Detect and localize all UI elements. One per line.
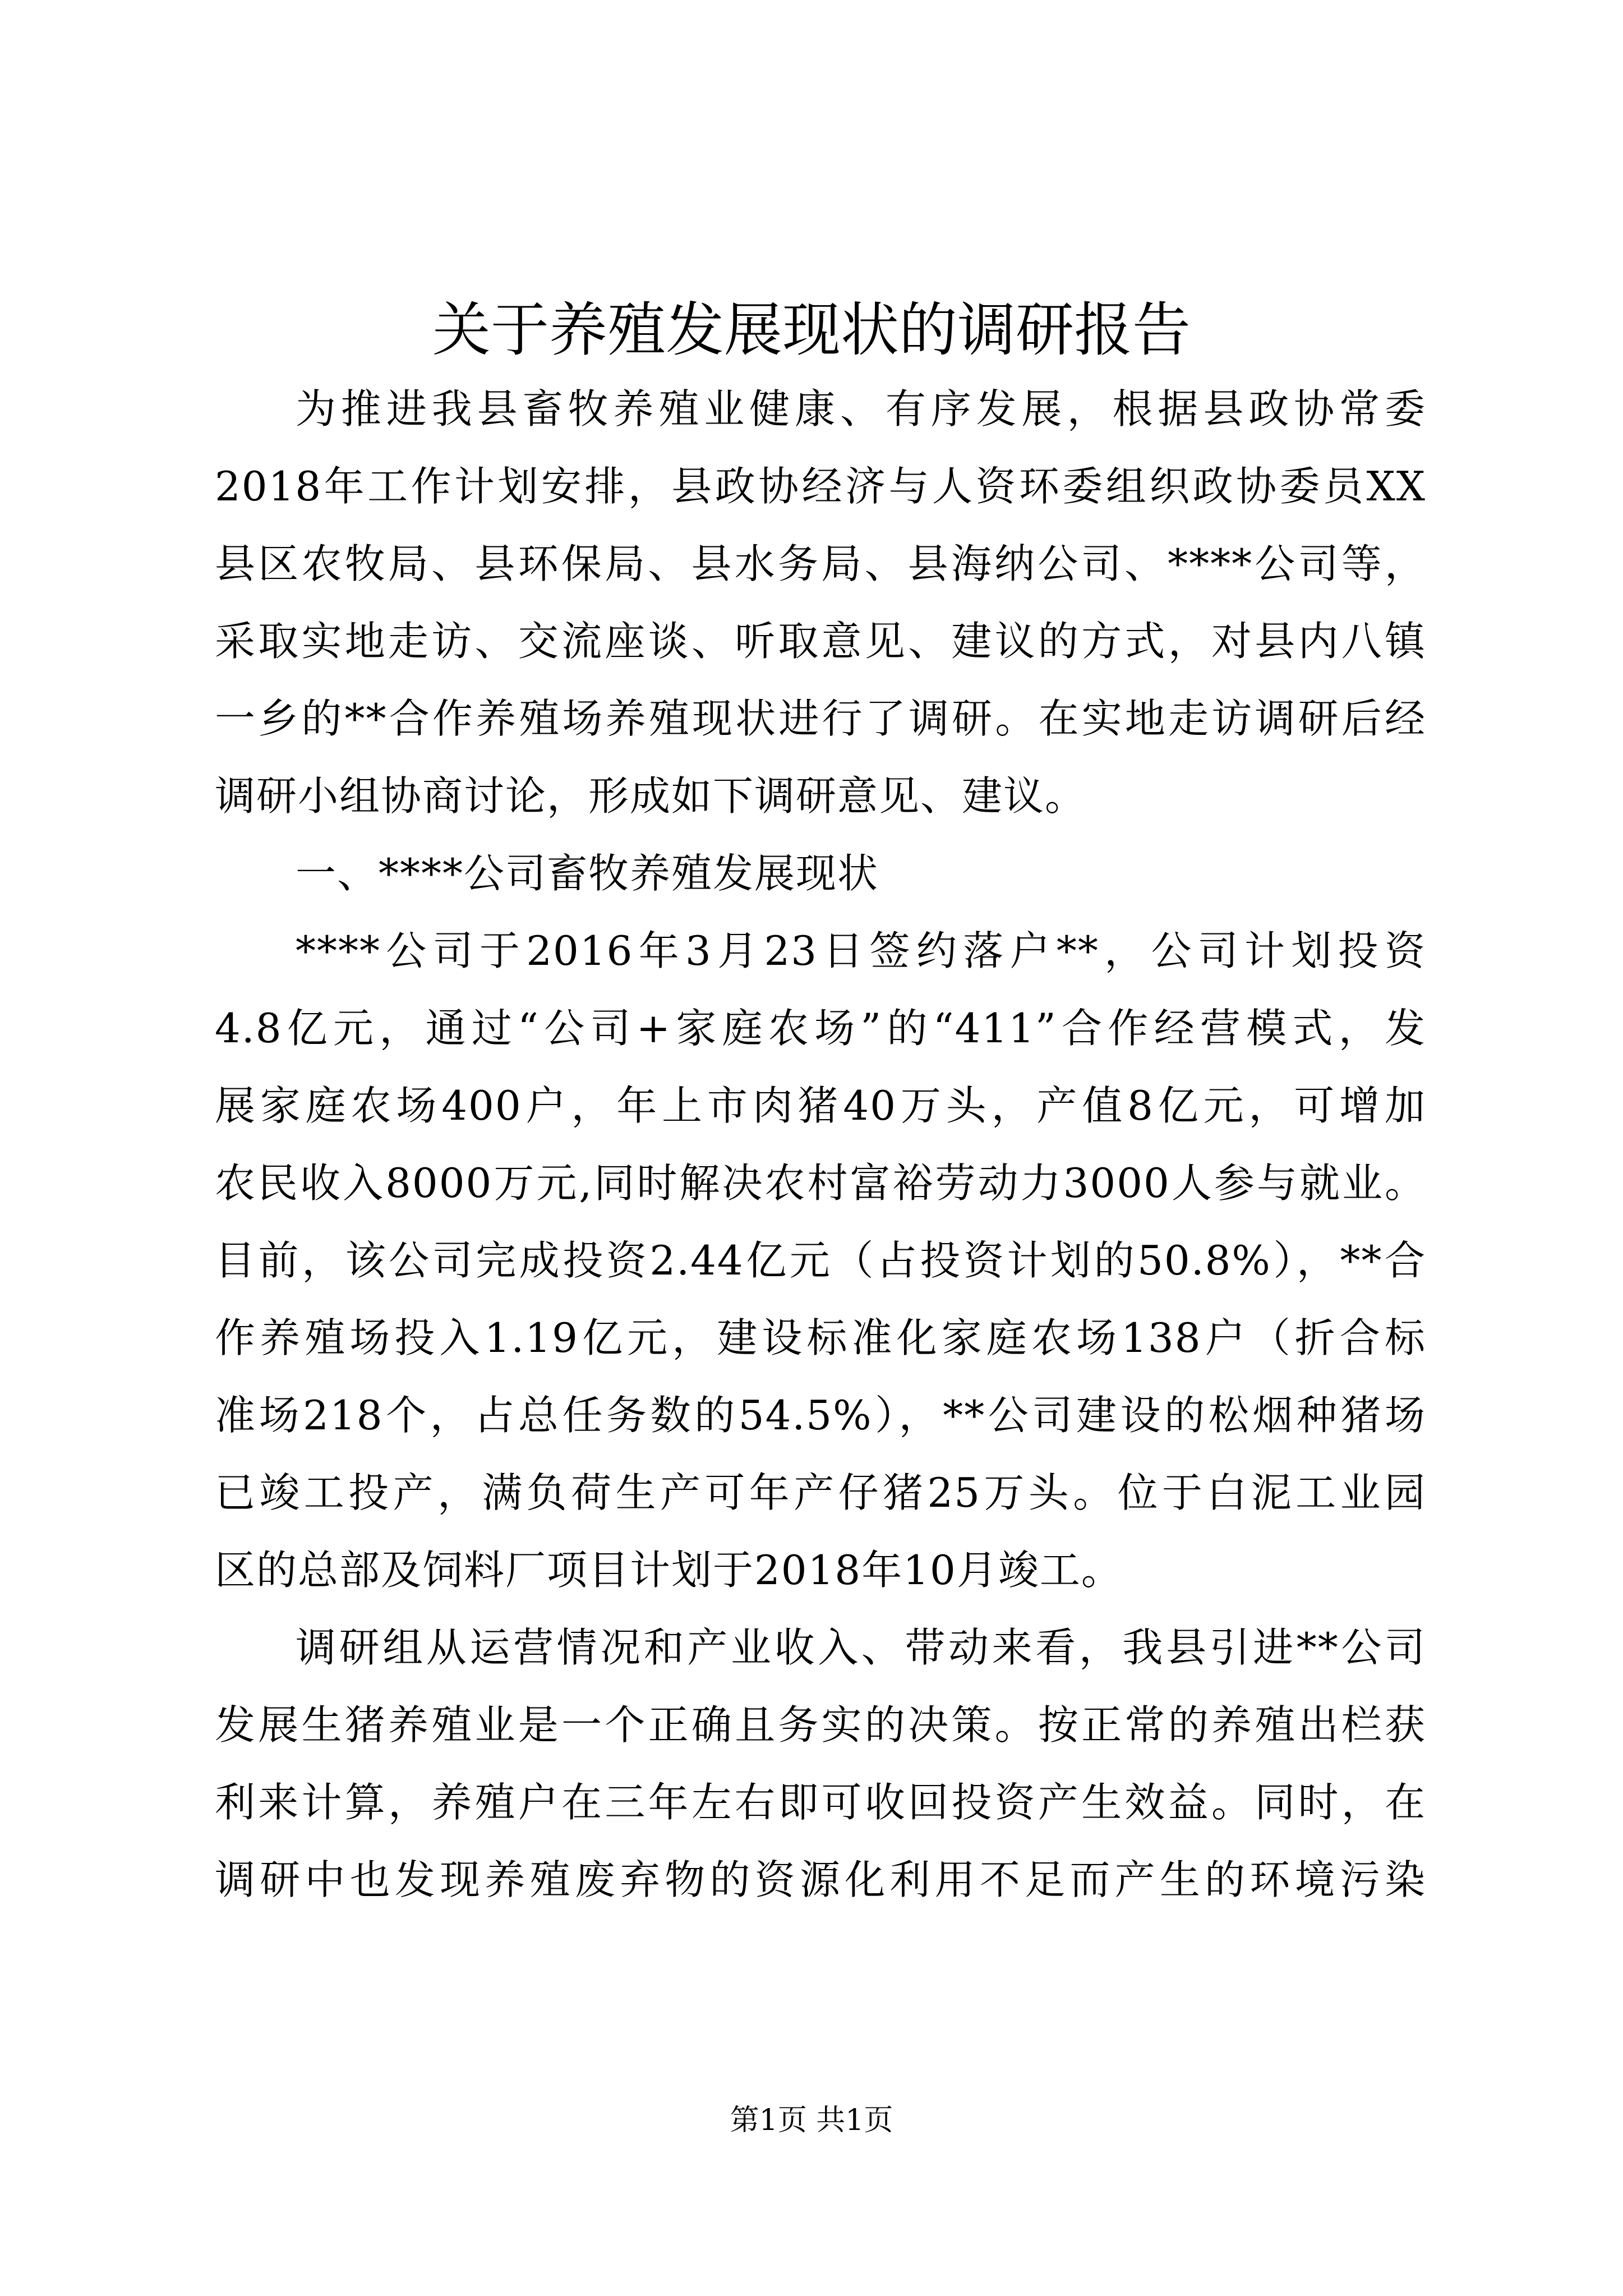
paragraph-line: 区的总部及饲料厂项目计划于2018年10月竣工。 [215,1547,1123,1594]
paragraph-line: 展家庭农场400户，年上市肉猪40万头，产值8亿元，可增加 [215,1082,1426,1129]
paragraph-line: 采取实地走访、交流座谈、听取意见、建议的方式，对县内八镇 [215,618,1426,665]
document-body [215,370,1426,1918]
paragraph-line: 一乡的**合作养殖场养殖现状进行了调研。在实地走访调研后经 [215,695,1426,742]
paragraph-line: 为推进我县畜牧养殖业健康、有序发展，根据县政协常委 [296,385,1426,432]
paragraph-line: ****公司于2016年3月23日签约落户**，公司计划投资 [296,927,1426,974]
paragraph-line: 利来计算，养殖户在三年左右即可收回投资产生效益。同时，在 [215,1779,1426,1826]
section-heading: 一、****公司畜牧养殖发展现状 [296,850,879,897]
paragraph-line: 2018年工作计划安排，县政协经济与人资环委组织政协委员XX [215,463,1426,510]
paragraph-line: 作养殖场投入1.19亿元，建设标准化家庭农场138户（折合标 [215,1314,1426,1361]
paragraph-line: 准场218个，占总任务数的54.5%），**公司建设的松烟种猪场 [215,1392,1426,1439]
paragraph-line: 调研中也发现养殖废弃物的资源化利用不足而产生的环境污染 [215,1856,1426,1903]
page-footer: 第1页 共1页 [730,2104,893,2137]
paragraph-line: 调研组从运营情况和产业收入、带动来看，我县引进**公司 [296,1624,1426,1671]
paragraph-line: 县区农牧局、县环保局、县水务局、县海纳公司、****公司等， [215,540,1426,587]
paragraph-line: 已竣工投产，满负荷生产可年产仔猪25万头。位于白泥工业园 [215,1469,1426,1516]
paragraph-line: 目前，该公司完成投资2.44亿元（占投资计划的50.8%），**合 [215,1237,1426,1284]
paragraph-line: 农民收入8000万元,同时解决农村富裕劳动力3000人参与就业。 [215,1159,1426,1207]
paragraph-line: 4.8亿元，通过“公司+家庭农场”的“411”合作经营模式，发 [215,1005,1426,1052]
paragraph-line: 调研小组协商讨论，形成如下调研意见、建议。 [215,772,1087,820]
paragraph-line: 发展生猪养殖业是一个正确且务实的决策。按正常的养殖出栏获 [215,1701,1426,1749]
document-title: 关于养殖发展现状的调研报告 [432,296,1191,364]
